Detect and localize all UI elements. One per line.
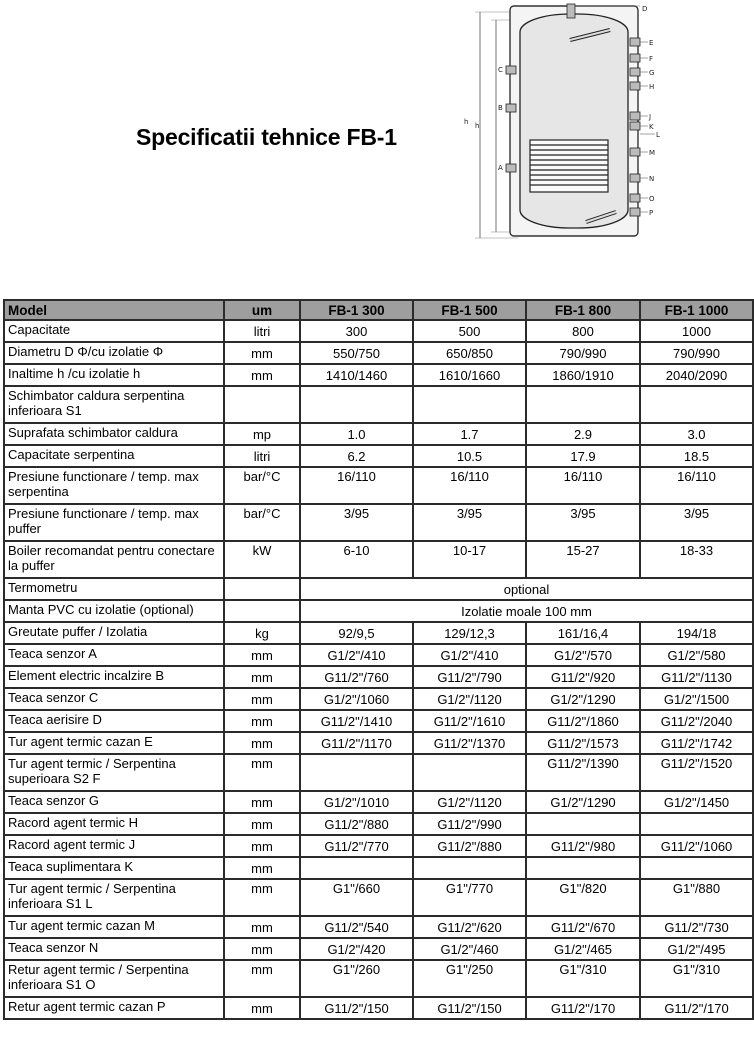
row-value [413,386,526,423]
row-value: G11/2"/880 [300,813,413,835]
diagram-label-e: E [649,39,654,47]
row-value: G11/2"/1573 [526,732,640,754]
row-value: 1.7 [413,423,526,445]
row-value: G11/2"/880 [413,835,526,857]
row-value: G1"/250 [413,960,526,997]
table-row [4,666,753,688]
row-unit: mp [224,423,300,445]
row-value: 16/110 [300,467,413,504]
table-row [4,504,753,541]
diagram-label-g: G [649,69,655,77]
row-value: G1/2"/1450 [640,791,753,813]
row-value: G1"/660 [300,879,413,916]
row-value: G11/2"/170 [526,997,640,1019]
row-value: G11/2"/1610 [413,710,526,732]
table-row [4,578,753,600]
row-value: G1/2"/1120 [413,791,526,813]
row-unit: mm [224,835,300,857]
row-value: G1"/880 [640,879,753,916]
row-value: 2040/2090 [640,364,753,386]
table-row [4,938,753,960]
page-title: Specificatii tehnice FB-1 [136,124,397,150]
row-value: 500 [413,320,526,342]
row-value [640,857,753,879]
row-label: Retur agent termic cazan P [4,997,224,1019]
row-unit: mm [224,879,300,916]
table-row [4,791,753,813]
table-row [4,732,753,754]
row-label: Element electric incalzire B [4,666,224,688]
diagram-label-c: C [498,66,503,74]
row-value: G11/2"/1170 [300,732,413,754]
row-value: G11/2"/540 [300,916,413,938]
row-label: Teaca senzor A [4,644,224,666]
row-value: 1410/1460 [300,364,413,386]
row-value: G1/2"/1290 [526,688,640,710]
row-value: 6.2 [300,445,413,467]
diagram-label-h-outer: h [464,118,469,126]
table-row [4,813,753,835]
row-unit: mm [224,364,300,386]
row-unit: mm [224,997,300,1019]
table-row [4,857,753,879]
header-fb1-1000: FB-1 1000 [640,300,753,320]
table-row [4,364,753,386]
table-row [4,644,753,666]
row-value: G11/2"/150 [413,997,526,1019]
row-label: Teaca suplimentara K [4,857,224,879]
row-label: Schimbator caldura serpentina inferioara S1 [4,386,224,423]
row-label: Tur agent termic cazan M [4,916,224,938]
row-label: Presiune functionare / temp. max serpentina [4,467,224,504]
row-value: 18-33 [640,541,753,578]
row-value [526,386,640,423]
row-value: G1/2"/420 [300,938,413,960]
row-value: G1/2"/460 [413,938,526,960]
row-label: Diametru D Φ/cu izolatie Φ [4,342,224,364]
row-value: G11/2"/730 [640,916,753,938]
row-value: G11/2"/920 [526,666,640,688]
table-header-row [4,300,753,320]
table-row [4,710,753,732]
row-value [300,386,413,423]
row-value [640,386,753,423]
row-value: G1/2"/1060 [300,688,413,710]
row-value: G1/2"/1120 [413,688,526,710]
row-value: 16/110 [413,467,526,504]
row-label: Termometru [4,578,224,600]
table-body [4,320,753,1019]
diagram-label-h-conn: H [649,83,655,91]
row-unit: mm [224,666,300,688]
row-unit: mm [224,710,300,732]
row-value: G1/2"/410 [300,644,413,666]
row-value: G1"/820 [526,879,640,916]
row-value: G11/2"/990 [413,813,526,835]
header-model: Model [4,300,224,320]
row-value: G1"/770 [413,879,526,916]
table-row [4,997,753,1019]
row-value: G11/2"/1860 [526,710,640,732]
row-value: 3.0 [640,423,753,445]
row-value: 161/16,4 [526,622,640,644]
row-unit: mm [224,644,300,666]
row-unit: mm [224,754,300,791]
table-row [4,386,753,423]
row-value: G1/2"/1500 [640,688,753,710]
row-label: Suprafata schimbator caldura [4,423,224,445]
row-label: Racord agent termic H [4,813,224,835]
row-value: 3/95 [300,504,413,541]
row-value: 16/110 [640,467,753,504]
row-value: 790/990 [526,342,640,364]
row-label: Greutate puffer / Izolatia [4,622,224,644]
header-fb1-800: FB-1 800 [526,300,640,320]
row-value: 17.9 [526,445,640,467]
row-value: 800 [526,320,640,342]
row-value: G11/2"/770 [300,835,413,857]
row-value: G1"/310 [526,960,640,997]
diagram-label-d: D [642,5,648,13]
row-label: Capacitate serpentina [4,445,224,467]
row-value: G11/2"/170 [640,997,753,1019]
row-value: G11/2"/760 [300,666,413,688]
row-value: 3/95 [413,504,526,541]
row-unit: litri [224,320,300,342]
diagram-label-f: F [649,55,654,63]
row-value: 650/850 [413,342,526,364]
row-unit: mm [224,688,300,710]
table-row [4,467,753,504]
row-value: G1"/310 [640,960,753,997]
table-row [4,879,753,916]
row-label: Tur agent termic / Serpentina superioara S2 F [4,754,224,791]
row-value: G1/2"/1010 [300,791,413,813]
row-value: 18.5 [640,445,753,467]
row-value: G1/2"/1290 [526,791,640,813]
diagram-label-m: M [649,149,656,157]
row-value: 3/95 [526,504,640,541]
row-value: G11/2"/150 [300,997,413,1019]
spec-table [3,299,754,1020]
row-unit: mm [224,342,300,364]
row-label: Capacitate [4,320,224,342]
row-value: 6-10 [300,541,413,578]
row-value [413,857,526,879]
row-label: Racord agent termic J [4,835,224,857]
row-value: 129/12,3 [413,622,526,644]
header-um: um [224,300,300,320]
row-label: Presiune functionare / temp. max puffer [4,504,224,541]
table-row [4,600,753,622]
table-row [4,835,753,857]
row-unit: kg [224,622,300,644]
table-row [4,688,753,710]
row-unit: mm [224,857,300,879]
row-value [300,857,413,879]
row-value: G11/2"/2040 [640,710,753,732]
row-label: Teaca senzor G [4,791,224,813]
row-label: Teaca senzor C [4,688,224,710]
row-value: G1/2"/580 [640,644,753,666]
row-value: G11/2"/1390 [526,754,640,791]
row-value: G11/2"/1742 [640,732,753,754]
row-label: Inaltime h /cu izolatie h [4,364,224,386]
row-unit: bar/°C [224,467,300,504]
row-value: 1.0 [300,423,413,445]
row-label: Teaca senzor N [4,938,224,960]
header-fb1-500: FB-1 500 [413,300,526,320]
row-value: 16/110 [526,467,640,504]
row-value [640,813,753,835]
table-row [4,320,753,342]
row-value: 194/18 [640,622,753,644]
row-unit: kW [224,541,300,578]
row-unit: mm [224,813,300,835]
diagram-label-p: P [649,209,654,217]
row-unit: mm [224,960,300,997]
diagram-label-j: J [649,113,652,121]
row-span-value: Izolatie moale 100 mm [300,600,753,622]
row-unit: mm [224,791,300,813]
row-value: G11/2"/1410 [300,710,413,732]
table-row [4,960,753,997]
diagram-label-o: O [649,195,655,203]
row-value: 1000 [640,320,753,342]
row-label: Tur agent termic cazan E [4,732,224,754]
row-unit: mm [224,938,300,960]
row-label: Manta PVC cu izolatie (optional) [4,600,224,622]
row-label: Boiler recomandat pentru conectare la puffer [4,541,224,578]
row-value: 2.9 [526,423,640,445]
row-value: G11/2"/1130 [640,666,753,688]
diagram-label-h-inner: h [475,122,480,130]
diagram-label-n: N [649,175,655,183]
row-value [526,857,640,879]
diagram-label-b: B [498,104,503,112]
diagram-label-k: K [649,123,654,131]
diagram-label-a: A [498,164,503,172]
row-unit: mm [224,732,300,754]
row-value [300,754,413,791]
row-value: G1/2"/570 [526,644,640,666]
row-unit: mm [224,916,300,938]
row-value: G1"/260 [300,960,413,997]
table-row [4,916,753,938]
row-unit [224,578,300,600]
row-value: G1/2"/465 [526,938,640,960]
row-unit: litri [224,445,300,467]
table-row [4,342,753,364]
row-value: G11/2"/790 [413,666,526,688]
row-value: 92/9,5 [300,622,413,644]
row-value: G11/2"/1520 [640,754,753,791]
row-value: G1/2"/410 [413,644,526,666]
row-value: 15-27 [526,541,640,578]
row-value: 10-17 [413,541,526,578]
row-value: G11/2"/670 [526,916,640,938]
row-unit: bar/°C [224,504,300,541]
table-row [4,754,753,791]
table-row [4,445,753,467]
row-value: 3/95 [640,504,753,541]
row-label: Teaca aerisire D [4,710,224,732]
row-value: G11/2"/1370 [413,732,526,754]
header-fb1-300: FB-1 300 [300,300,413,320]
row-value [413,754,526,791]
row-value: G11/2"/980 [526,835,640,857]
row-value: 1860/1910 [526,364,640,386]
table-row [4,423,753,445]
row-unit [224,600,300,622]
table-row [4,541,753,578]
row-value: 10.5 [413,445,526,467]
row-value: G11/2"/620 [413,916,526,938]
row-label: Retur agent termic / Serpentina inferioara S1 O [4,960,224,997]
diagram-label-l: L [656,131,660,139]
row-value: G11/2"/1060 [640,835,753,857]
row-value: 790/990 [640,342,753,364]
row-unit [224,386,300,423]
row-value: 1610/1660 [413,364,526,386]
row-label: Tur agent termic / Serpentina inferioara S1 L [4,879,224,916]
row-value [526,813,640,835]
row-span-value: optional [300,578,753,600]
row-value: G1/2"/495 [640,938,753,960]
table-row [4,622,753,644]
row-value: 300 [300,320,413,342]
row-value: 550/750 [300,342,413,364]
tank-diagram [458,0,668,250]
